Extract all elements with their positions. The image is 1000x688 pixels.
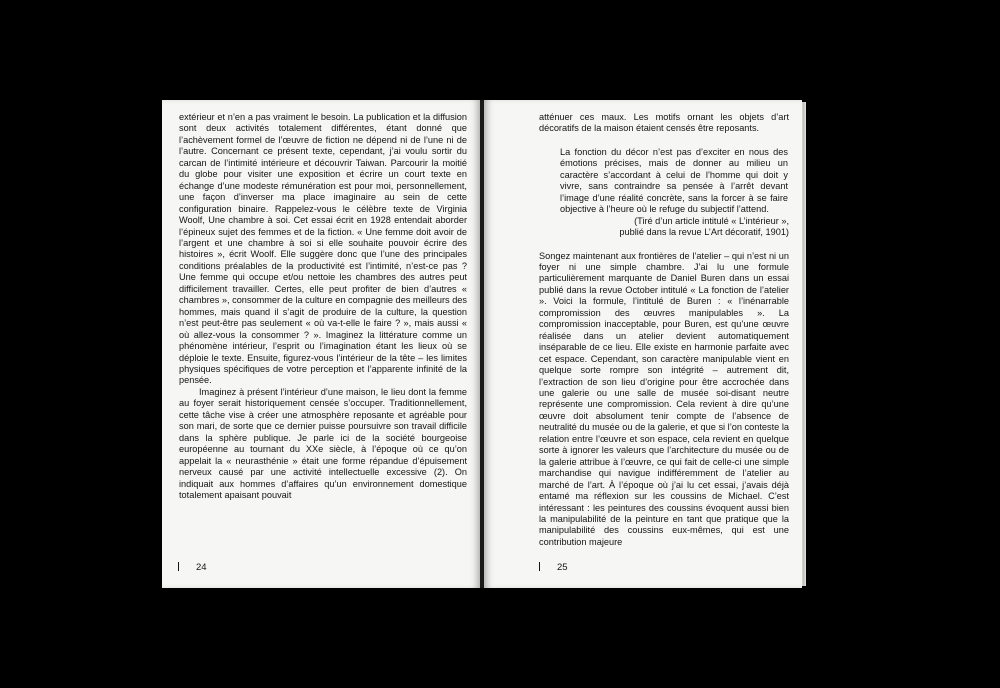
book-spread (162, 100, 808, 588)
folio-number: 24 (196, 562, 207, 573)
folio-rule (178, 562, 179, 571)
right-page (484, 100, 802, 588)
left-page (162, 100, 480, 588)
page-edges (802, 102, 806, 586)
paragraph: Imaginez à présent l’intérieur d’une maison, le lieu dont la femme au foyer serait historiquement censée s’occuper. Traditionnellement, cette tâche vise à créer une atmosphère reposante et agréable pour son mari, de sorte que ce dernier puisse poursuivre son travail difficile dans la sphère publique. Je parle ici de la société bourgeoise européenne au tournant du XXe siècle, à l’époque où ce qu’on appelait la « neurasthénie » était une forme répandue d’épuisement nerveux causé par une activité intellectuelle excessive (2). On indiquait aux hommes d’affaires qu’un environnement domestique totalement apaisant pouvait (179, 386, 467, 500)
folio-number: 25 (557, 562, 568, 573)
folio-rule (539, 562, 540, 571)
right-page-text (539, 112, 789, 548)
block-quote: La fonction du décor n’est pas d’exciter en nous des émotions précises, mais de donner au milieu un caractère s’accordant à celui de l’homme qui doit y vivre, sans contraindre sa pensée à l’arrêt devant l’image d’une réalité concrète, sans la forcer à se faire objective à l’heure où le refuge du subjectif l’attend. (560, 146, 788, 215)
left-page-text (179, 112, 467, 501)
page-number-left (178, 562, 207, 573)
paragraph: extérieur et n’en a pas vraiment le besoin. La publication et la diffusion sont deux activités totalement différentes, étant donné que l’achèvement formel de l’œuvre de fiction ne dépend ni de l’une ni de l’autre. Concernant ce présent texte, cependant, j’ai voulu sortir du carcan de l’intimité intérieure et découvrir Taiwan. Parcourir la moitié du globe pour visiter une exposition et écrire un court texte en échange d’une modeste rémunération est pour moi, personnellement, une façon d’inverser ma place imaginaire au sein de cette configuration binaire. Rappelez-vous le célèbre texte de Virginia Woolf, Une chambre à soi. Cet essai écrit en 1928 entendait aborder l’épineux sujet des femmes et de la fiction. « Une femme doit avoir de l’argent et une chambre à soi si elle souhaite pouvoir écrire des histoires », écrit Woolf. Elle suggère donc que l’une des principales conditions préalables de la productivité est l’intimité, n’est-ce pas ? Une femme qui occupe et/ou nettoie les chambres des autres peut difficilement travailler. Certes, elle peut profiter de bien d’autres « chambres », consommer de la culture en compagnie des meilleurs des hommes, mais quand il s’agit de produire de la culture, la question n’est peut-être pas seulement « où va-t-elle le faire ? », mais aussi « où allez-vous la consommer ? ». Imaginez la littérature comme un phénomène intérieur, l’esprit ou l’imagination étant les lieux où se déploie le texte. Ensuite, figurez-vous l’intérieur de la tête – les limites physiques spécifiques de votre perception et l’apparente infinité de la pensée. (179, 112, 468, 386)
paragraph: Songez maintenant aux frontières de l’atelier – qui n’est ni un foyer ni une simple chambre. J’ai lu une formule particulièrement marquante de Daniel Buren dans un essai publié dans la revue October intitulé « La fonction de l’atelier ». Voici la formule, l’intitulé de Buren : « l’inénarrable compromission des œuvres manipulables ». La compromission inacceptable, pour Buren, est qu’une œuvre réalisée dans un atelier devient automatiquement inséparable de ce lieu. Elle existe en harmonie parfaite avec cet espace. Cependant, son caractère manipulable vient en quelque sorte rompre son intégrité – autrement dit, l’extraction de son lieu d’origine pour être accrochée dans une galerie ou une salle de musée soi-disant neutre représente une compromission. Cela revient à dire qu’une œuvre doit absolument tenir compte de l’absence de neutralité du musée ou de la galerie, et que si l’on conteste la relation entre l’œuvre et son espace, cela revient en quelque sorte à ignorer les valeurs que l’architecture du musée ou de la galerie attribue à l’œuvre, ce qui fait de celle-ci une simple marchandise qui navigue indifféremment de l’atelier au marché de l’art. À l’époque où j’ai lu cet essai, j’avais déjà entamé ma réflexion sur les coussins de Michael. C’est intéressant : les peintures des coussins évoquent aussi bien la manipulabilité de la peinture en tant que pratique que la manipulabilité des coussins eux-mêmes, qui est une contribution majeure (539, 250, 789, 547)
quote-citation-line: (Tiré d’un article intitulé « L’intérieur », (634, 215, 789, 226)
quote-citation-line: publié dans la revue L’Art décoratif, 1901) (619, 227, 789, 238)
page-number-right (539, 562, 568, 573)
paragraph: atténuer ces maux. Les motifs ornant les objets d’art décoratifs de la maison étaient censés être reposants. (539, 112, 789, 134)
